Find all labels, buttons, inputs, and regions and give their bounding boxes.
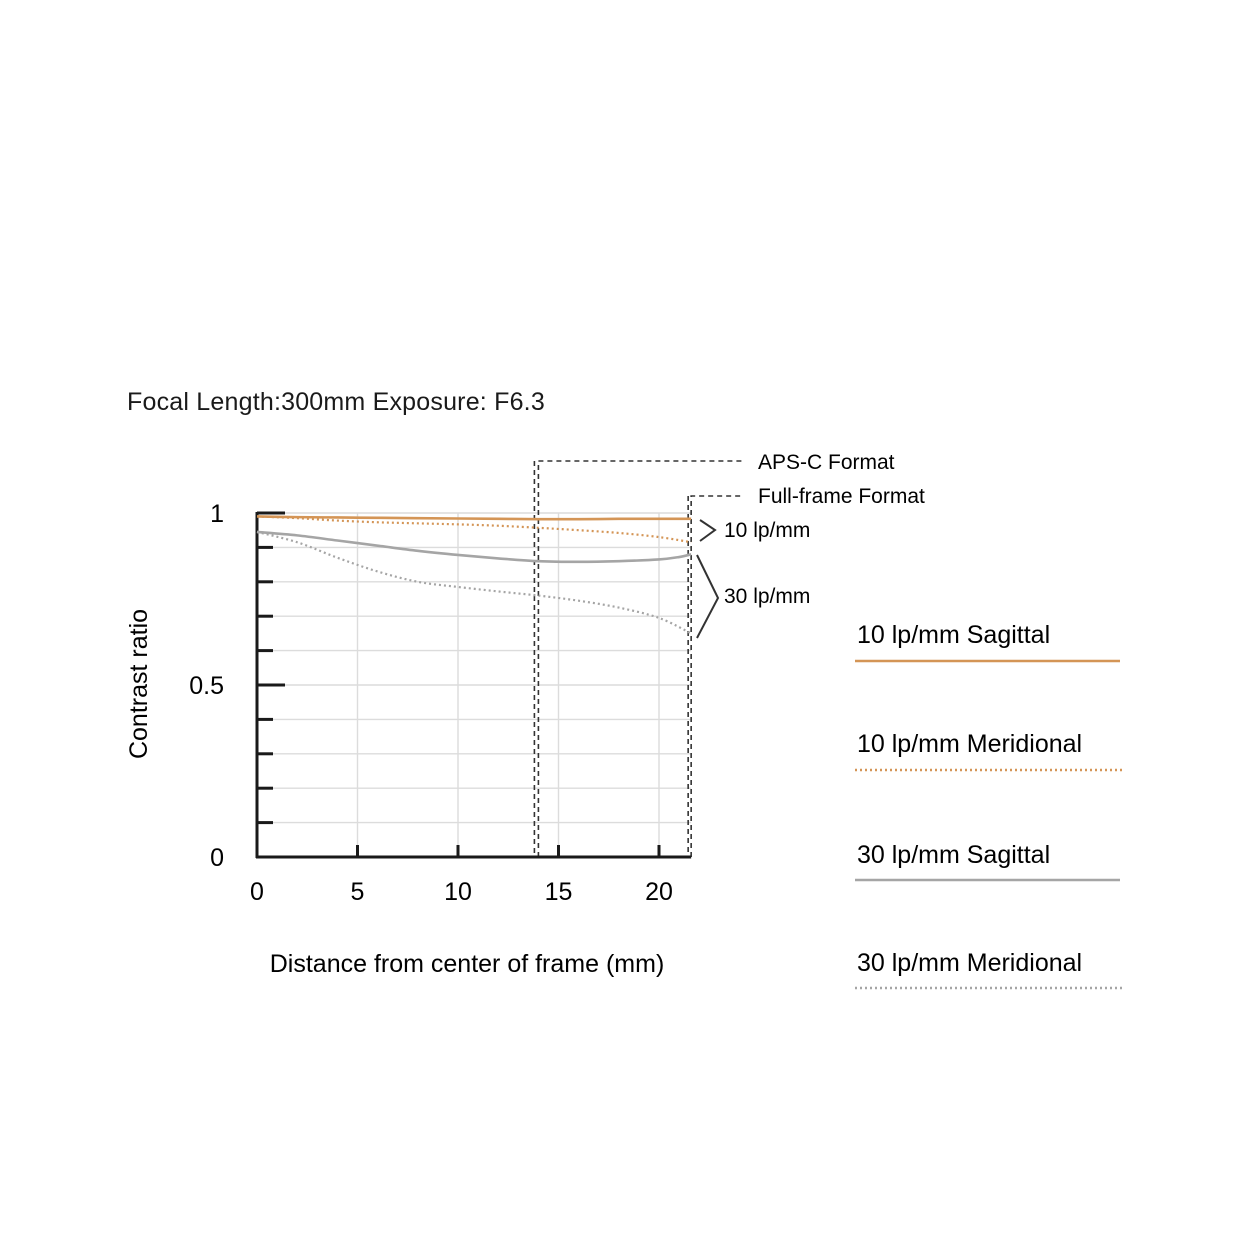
- y-tick-label: 1: [210, 500, 224, 528]
- brace-10lpmm: [700, 520, 715, 541]
- marker-fullframe: [691, 496, 742, 857]
- x-tick-label: 20: [645, 878, 673, 906]
- y-axis-label: Contrast ratio: [125, 608, 153, 760]
- chart-title: Focal Length:300mm Exposure: F6.3: [127, 388, 545, 416]
- y-tick-label: 0.5: [189, 672, 224, 700]
- legend-label-10-meridional: 10 lp/mm Meridional: [857, 730, 1083, 758]
- grid-lines: [257, 513, 691, 857]
- brace-30lpmm: [697, 555, 718, 638]
- y-tick-label: 0: [210, 844, 224, 872]
- legend-label-10-sagittal: 10 lp/mm Sagittal: [857, 621, 1051, 649]
- legend-label-30-meridional: 30 lp/mm Meridional: [857, 949, 1083, 977]
- x-tick-label: 15: [544, 878, 573, 906]
- group-label-30lpmm: 30 lp/mm: [724, 585, 811, 608]
- x-axis-label: Distance from center of frame (mm): [269, 950, 665, 978]
- x-tick-label: 0: [250, 878, 264, 906]
- x-tick-label: 5: [350, 878, 365, 906]
- legend: [855, 621, 1122, 988]
- marker-label-fullframe: Full-frame Format: [758, 485, 925, 508]
- group-label-10lpmm: 10 lp/mm: [724, 519, 811, 542]
- x-tick-label: 10: [444, 878, 472, 906]
- legend-label-30-sagittal: 30 lp/mm Sagittal: [857, 841, 1051, 869]
- marker-label-apsc: APS-C Format: [758, 451, 895, 474]
